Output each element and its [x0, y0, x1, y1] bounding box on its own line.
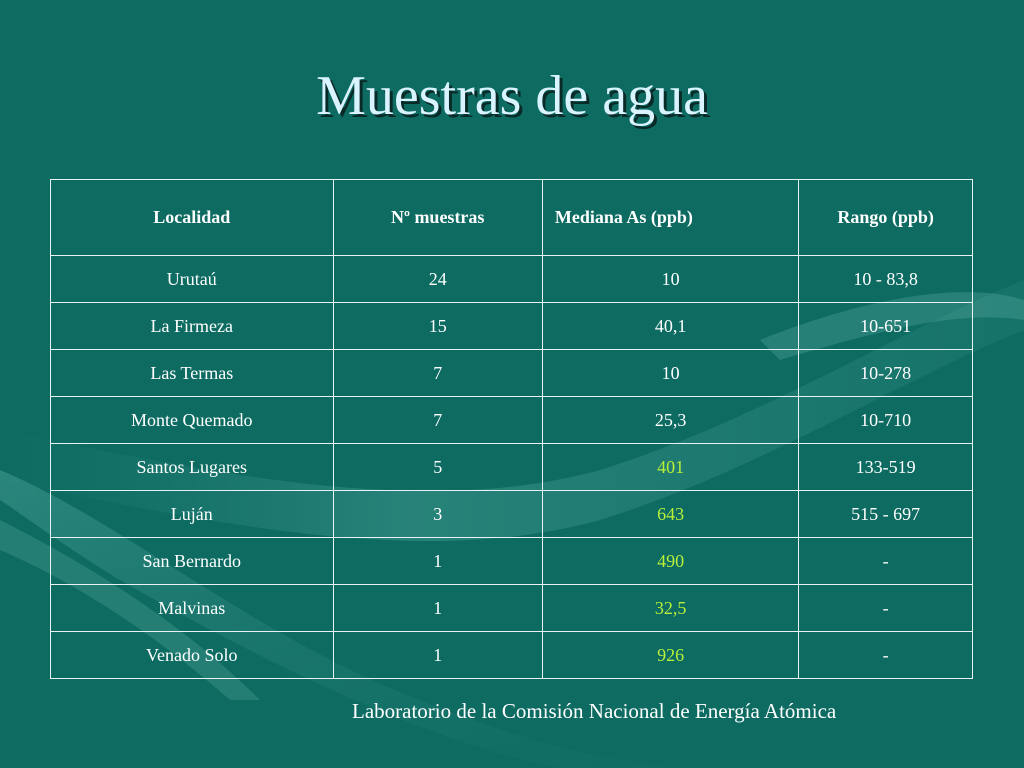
cell-muestras: 5 — [333, 444, 542, 491]
table-header-row — [51, 180, 973, 256]
cell-rango: - — [799, 632, 973, 679]
cell-muestras: 3 — [333, 491, 542, 538]
cell-mediana: 10 — [542, 350, 798, 397]
table-row — [51, 538, 973, 585]
cell-localidad: Urutaú — [51, 256, 334, 303]
cell-mediana-highlight: 926 — [542, 632, 798, 679]
cell-muestras: 15 — [333, 303, 542, 350]
table-row — [51, 585, 973, 632]
cell-rango: 515 - 697 — [799, 491, 973, 538]
slide-title: Muestras de agua — [316, 65, 708, 127]
cell-localidad: Santos Lugares — [51, 444, 334, 491]
cell-localidad: Luján — [51, 491, 334, 538]
cell-localidad: Venado Solo — [51, 632, 334, 679]
cell-localidad: Malvinas — [51, 585, 334, 632]
cell-localidad: La Firmeza — [51, 303, 334, 350]
table-row — [51, 632, 973, 679]
cell-rango: 10-651 — [799, 303, 973, 350]
cell-muestras: 7 — [333, 397, 542, 444]
cell-muestras: 1 — [333, 585, 542, 632]
cell-mediana-highlight: 643 — [542, 491, 798, 538]
cell-rango: - — [799, 538, 973, 585]
cell-rango: 133-519 — [799, 444, 973, 491]
table-row — [51, 303, 973, 350]
cell-localidad: San Bernardo — [51, 538, 334, 585]
source-footer: Laboratorio de la Comisión Nacional de Energía Atómica — [352, 699, 837, 723]
cell-mediana-highlight: 401 — [542, 444, 798, 491]
cell-mediana: 25,3 — [542, 397, 798, 444]
table-row — [51, 444, 973, 491]
cell-muestras: 1 — [333, 538, 542, 585]
cell-muestras: 1 — [333, 632, 542, 679]
cell-localidad: Las Termas — [51, 350, 334, 397]
cell-rango: - — [799, 585, 973, 632]
cell-mediana: 40,1 — [542, 303, 798, 350]
table-row — [51, 491, 973, 538]
cell-muestras: 24 — [333, 256, 542, 303]
cell-localidad: Monte Quemado — [51, 397, 334, 444]
cell-mediana-highlight: 32,5 — [542, 585, 798, 632]
cell-rango: 10 - 83,8 — [799, 256, 973, 303]
cell-mediana: 10 — [542, 256, 798, 303]
samples-table — [50, 179, 973, 679]
header-muestras: Nº muestras — [333, 180, 542, 256]
cell-muestras: 7 — [333, 350, 542, 397]
cell-mediana-highlight: 490 — [542, 538, 798, 585]
table-row — [51, 350, 973, 397]
cell-rango: 10-710 — [799, 397, 973, 444]
table-row — [51, 256, 973, 303]
cell-rango: 10-278 — [799, 350, 973, 397]
header-rango: Rango (ppb) — [799, 180, 973, 256]
header-mediana: Mediana As (ppb) — [542, 180, 798, 256]
header-localidad: Localidad — [51, 180, 334, 256]
table-row — [51, 397, 973, 444]
